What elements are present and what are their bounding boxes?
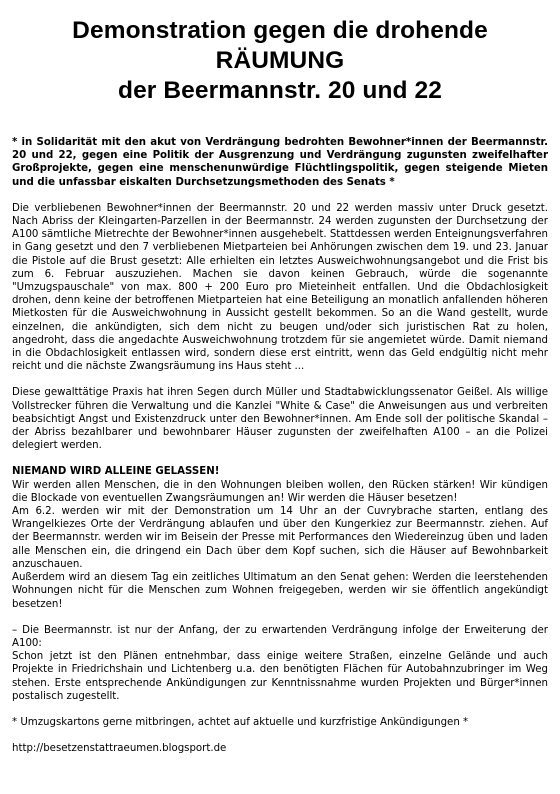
paragraph-practice: Diese gewalttätige Praxis hat ihren Segen durch Müller und Stadtabwicklungssenator Geißel. Als willige Vollstrecker führen die Verwaltung und die Kanzlei "White & Case" die Anweisungen aus und verbreiten beabsichtigt Angst und Existenzdruck unter den Bewohner*innen. Am Ende soll der politische Skandal – der Abriss bezahlbarer und bewohnbarer Häuser zugunsten der zweifelhaften A100 – an die Polizei delegiert werden. bbox=[12, 387, 548, 452]
spacer bbox=[12, 452, 548, 465]
title-line-1: Demonstration gegen die drohende RÄUMUNG bbox=[72, 17, 488, 74]
paragraph-demonstration: Am 6.2. werden wir mit der Demonstration um 14 Uhr an der Cuvrybrache starten, entlang des Wrangelkiezes Orte der Verdrängung ablaufen und über den Kungerkiez zur Beermannstr. ziehen. Auf der Beermannstr. werden wir im Beisein der Presse mit Performances den Wiedereinzug üben und laden alle Menschen ein, die dringend ein Dach über dem Kopf suchen, sich die Häuser auf Bewohnbarkeit anzuschauen. bbox=[12, 506, 548, 570]
paragraph-a100-plans: Schon jetzt ist den Plänen entnehmbar, dass einige weitere Straßen, einzelne Gelände und auch Projekte in Friedrichshain und Lichtenberg u.a. den benötigten Flächen für Autobahnzubringer im Weg stehen. Erste entsprechende Ankündigungen zur Kenntnissnahme wurden Projekten und Bürger*innen postalisch zugestellt. bbox=[12, 651, 548, 702]
flyer-body bbox=[12, 136, 548, 755]
spacer bbox=[12, 611, 548, 624]
paragraph-support: Wir werden allen Menschen, die in den Wohnungen bleiben wollen, den Rücken stärken! Wir kündigen die Blockade von eventuellen Zwangsräumungen an! Wir werden die Häuser besetzen! bbox=[12, 479, 548, 504]
spacer bbox=[12, 373, 548, 386]
section-heading: NIEMAND WIRD ALLEINE GELASSEN! bbox=[12, 466, 220, 478]
intro-paragraph: * in Solidarität mit den akut von Verdrängung bedrohten Bewohner*innen der Beermannstr. 20 und 22, gegen eine Politik der Ausgrenzung und Verdrängung zugunsten zweifelhafter Großprojekte, gegen eine menschenunwürdige Flüchtlingspolitik, gegen steigende Mieten und die unfassbar eiskalten Durchsetzungsmethoden des Senats * bbox=[12, 137, 548, 188]
note-line: * Umzugskartons gerne mitbringen, achtet auf aktuelle und kurzfristige Ankündigungen * bbox=[12, 716, 469, 728]
spacer bbox=[12, 189, 548, 202]
blog-url[interactable]: http://besetzenstattraeumen.blogsport.de bbox=[12, 743, 227, 755]
paragraph-a100-intro: – Die Beermannstr. ist nur der Anfang, der zu erwartenden Verdrängung infolge der Erweiterung der A100: bbox=[12, 624, 548, 649]
spacer bbox=[12, 729, 548, 742]
spacer bbox=[12, 703, 548, 716]
paragraph-ultimatum: Außerdem wird an diesem Tag ein zeitliches Ultimatum an den Senat gehen: Werden die leerstehenden Wohnungen nicht für die Menschen zum Wohnen freigegeben, werden wir sie öffentlich angekündigt besetzen! bbox=[12, 572, 548, 610]
title-line-2: der Beermannstr. 20 und 22 bbox=[118, 77, 442, 104]
paragraph-pressure: Die verbliebenen Bewohner*innen der Beermannstr. 20 und 22 werden massiv unter Druck gesetzt. Nach Abriss der Kleingarten-Parzellen in der Beermannstr. 24 werden zugunsten der Durchsetzung der A100 sämtliche Mietrechte der Bewohner*innen ausgehebelt. Stattdessen werden Enteignungsverfahren in Gang gesetzt und den 7 verbliebenen Mietparteien bei Anhörungen zwischen dem 19. und 23. Januar die Pistole auf die Brust gesetzt: Alle erhielten ein letztes Ausweichwohnungsangebot und die Frist bis zum 6. Februar auszuziehen. Machen sie davon keinen Gebrauch, würde die sogenannte "Umzugspauschale" von max. 800 + 200 Euro pro Mieteinheit entfallen. Und die Obdachlosigkeit drohen, denn keine der betroffenen Mietparteien hat eine Beteiligung an monatlich anfallenden höheren Mietkosten für die Ausweichwohnung in Aussicht gestellt bekommen. So an die Wand gestellt, wurde einzelnen, die ankündigten, sich dem nicht zu beugen und/oder sich juristischen Rat zu holen, angedroht, dass die angedachte Ausweichwohnung trotzdem für sie angemietet würde. Damit niemand in die Obdachlosigkeit entlassen wird, sondern diese erst eintritt, wenn das Geld endgültig nicht mehr reicht und die nächste Zwangsräumung ins Haus steht ... bbox=[12, 202, 548, 373]
page-title bbox=[12, 16, 548, 106]
flyer-page bbox=[12, 0, 548, 755]
